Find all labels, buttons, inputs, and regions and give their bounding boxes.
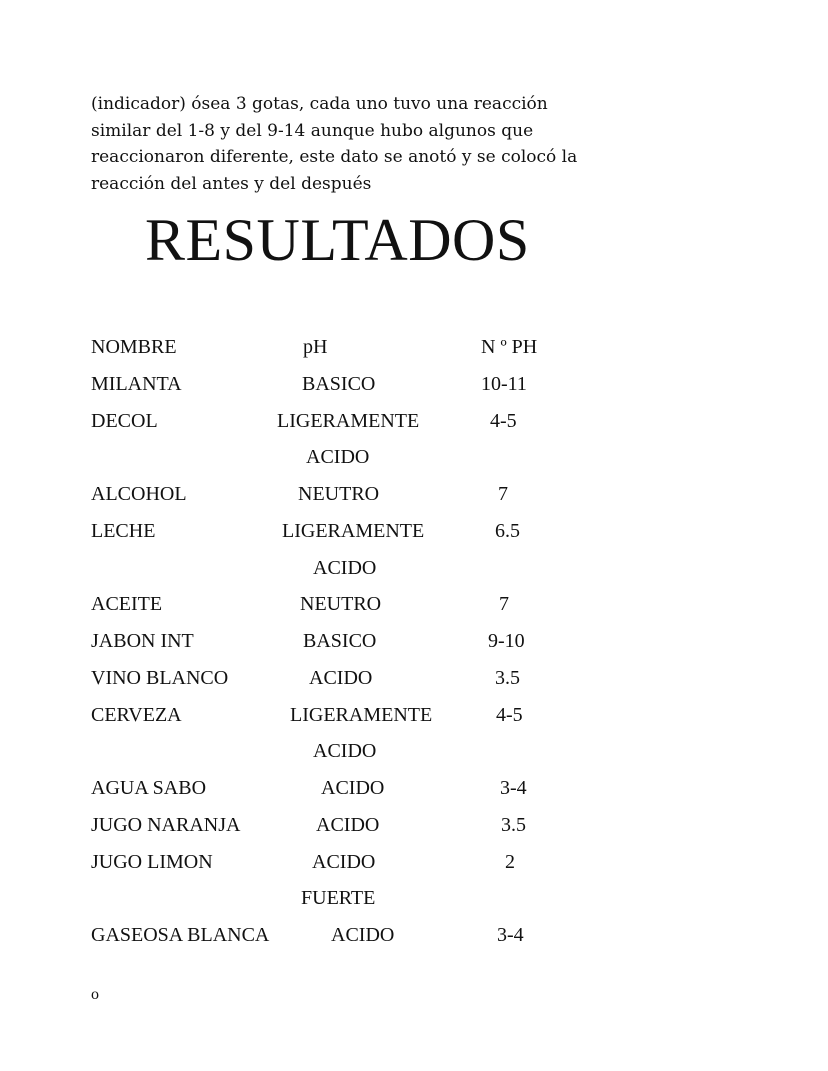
cell-name: ACEITE (91, 593, 163, 616)
cell-name: LECHE (91, 519, 156, 542)
cell-ph-class: ACIDO (312, 850, 376, 873)
cell-name: JABON INT (91, 630, 194, 652)
cell-ph-class: ACIDO (309, 666, 373, 689)
cell-ph-class: LIGERAMENTE (282, 519, 425, 542)
cell-ph-class: ACIDO (316, 813, 380, 836)
cell-name: AGUA SABO (91, 777, 207, 799)
intro-paragraph (91, 91, 691, 198)
cell-ph-class: BASICO (303, 630, 377, 652)
cell-ph-class: ACIDO (306, 446, 370, 469)
cell-ph-class: ACIDO (313, 740, 377, 763)
paragraph-line: similar del 1-8 y del 9-14 aunque hubo algunos que (91, 120, 534, 141)
cell-ph-class: ACIDO (331, 924, 395, 946)
cell-ph-value: 4-5 (490, 409, 517, 432)
footer-mark: o (91, 986, 99, 1003)
cell-ph-value: 3.5 (495, 666, 520, 689)
cell-ph-value: 6.5 (495, 519, 520, 542)
header-name: NOMBRE (91, 336, 177, 358)
cell-name: CERVEZA (91, 703, 182, 726)
paragraph-line: (indicador) ósea 3 gotas, cada uno tuvo una reacción (91, 94, 548, 114)
cell-ph-value: 7 (499, 593, 509, 616)
cell-name: GASEOSA BLANCA (91, 924, 270, 946)
cell-ph-value: 2 (505, 850, 515, 873)
cell-ph-class: BASICO (302, 372, 376, 395)
cell-name: VINO BLANCO (91, 666, 229, 689)
cell-ph-value: 7 (498, 483, 508, 505)
cell-ph-class: NEUTRO (298, 483, 380, 505)
paragraph-line: reaccionaron diferente, este dato se anotó y se colocó la (91, 147, 578, 168)
cell-ph-class: NEUTRO (300, 593, 382, 616)
cell-name: DECOL (91, 409, 158, 432)
cell-name: ALCOHOL (91, 483, 187, 505)
paragraph-line: reacción del antes y del después (91, 174, 372, 195)
cell-ph-class: FUERTE (301, 887, 376, 910)
cell-ph-value: 3-4 (497, 924, 524, 946)
header-ph-class: pH (303, 336, 328, 358)
cell-ph-class: LIGERAMENTE (290, 703, 433, 726)
cell-ph-value: 3-4 (500, 777, 527, 799)
cell-name: JUGO NARANJA (91, 813, 241, 836)
cell-ph-class: ACIDO (313, 556, 377, 579)
cell-ph-value: 3.5 (501, 813, 526, 836)
header-ph-value: N º PH (481, 336, 538, 358)
section-title: RESULTADOS (145, 207, 530, 273)
cell-ph-value: 10-11 (481, 372, 527, 395)
cell-ph-class: LIGERAMENTE (277, 409, 420, 432)
cell-name: MILANTA (91, 372, 182, 395)
cell-ph-class: ACIDO (321, 777, 385, 799)
cell-ph-value: 4-5 (496, 703, 523, 726)
cell-name: JUGO LIMON (91, 850, 213, 873)
cell-ph-value: 9-10 (488, 630, 525, 652)
